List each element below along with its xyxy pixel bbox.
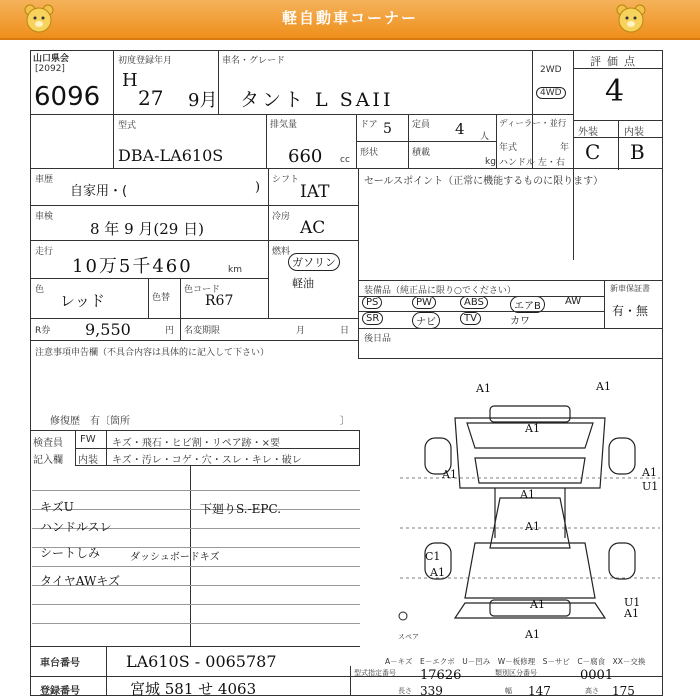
handle-label: ハンドル 左・右 <box>499 158 565 168</box>
category-value: 0001 <box>580 668 614 683</box>
load-label: 積載 <box>412 148 431 158</box>
exterior-value: C <box>585 140 601 164</box>
chassis-label: 車台番号 <box>40 658 80 669</box>
height-value: 175 <box>612 684 635 698</box>
equipment-item: PS <box>362 296 382 309</box>
auction-venue: 山口県会 <box>33 54 70 64</box>
inspection-label: 車検 <box>35 212 54 222</box>
reg-value: 宮城 581 せ 4063 <box>130 680 257 698</box>
damage-mark: A1 <box>442 468 457 481</box>
damage-mark: U1 <box>624 596 641 609</box>
drive-2wd: 2WD <box>540 65 562 75</box>
usage-value: 自家用・( <box>70 184 128 199</box>
warranty-label: 新車保証書 <box>610 284 650 293</box>
damage-mark: A1 <box>430 566 445 579</box>
inspector-note: シートしみ <box>40 546 101 560</box>
shape-label: 形状 <box>360 148 379 158</box>
damage-mark: A1 <box>525 628 540 641</box>
damage-mark: C1 <box>425 550 441 563</box>
bear-mascot-icon <box>614 3 648 35</box>
length-label: 長さ <box>398 687 412 695</box>
name-change-label: 名変期限 <box>184 326 221 336</box>
r-fee-value: 9,550 <box>85 320 131 339</box>
damage-mark: A1 <box>476 382 491 395</box>
repair-close: 〕 <box>340 416 350 427</box>
width-label: 幅 <box>505 687 512 695</box>
note-line <box>32 623 360 624</box>
interior-label: 内装 <box>624 127 644 138</box>
ac-value: AC <box>300 218 326 238</box>
page-title: 軽自動車コーナー <box>281 9 418 27</box>
shift-value: IAT <box>300 182 330 202</box>
header-banner <box>0 0 700 40</box>
chassis-value: LA610S - 0065787 <box>126 652 277 671</box>
first-reg-label: 初度登録年月 <box>118 56 173 66</box>
capacity-value: 4 <box>455 120 465 138</box>
damage-mark: A1 <box>525 520 540 533</box>
r-fee-unit: 円 <box>165 326 175 336</box>
equipment-item: PW <box>412 296 436 309</box>
lower-note: 下廻りS.-EPC. <box>200 502 282 516</box>
inspector-label: 検査員 <box>33 438 63 449</box>
color-label: 色 <box>35 285 45 295</box>
damage-legend: A－キズ E－エクボ U－凹み W－板修理 S－サビ C－腐食 XX－交換 <box>385 657 646 666</box>
name-grade-value: タント L SAII <box>240 89 394 111</box>
note-line <box>32 566 360 567</box>
model-value: DBA-LA610S <box>118 146 224 165</box>
inspector-note: キズU <box>40 500 74 514</box>
equipment-item: TV <box>460 312 481 325</box>
equipment-item: AW <box>565 296 582 307</box>
mileage-label: 走行 <box>35 247 54 257</box>
model-designation-value: 17626 <box>420 668 462 683</box>
ac-label: 冷房 <box>272 212 291 222</box>
warranty-value: 有・無 <box>612 304 649 318</box>
category-label: 類別区分番号 <box>495 669 537 677</box>
doc-code: [2092] <box>35 64 65 74</box>
damage-mark: A1 <box>530 598 545 611</box>
score-label: 評価点 <box>590 55 641 68</box>
damage-mark: A1 <box>624 607 639 620</box>
capacity-unit: 人 <box>480 132 490 142</box>
interior-row-label: 内装 <box>78 455 98 466</box>
equipment-item: エアB <box>510 296 545 313</box>
repair-label: 修復歴 有〔箇所 <box>50 416 130 427</box>
load-unit: kg <box>485 157 496 167</box>
note-line <box>32 509 360 510</box>
color2-label: 色替 <box>152 293 171 303</box>
door-value: 5 <box>383 121 392 137</box>
mileage-value: 10万5千460 <box>72 256 193 277</box>
name-change-day: 日 <box>340 326 350 336</box>
shift-label: シフト <box>272 175 300 185</box>
equipment-item: ナビ <box>412 312 440 329</box>
note-line <box>32 490 360 491</box>
reg-label: 登録番号 <box>40 686 80 697</box>
fw-items: キズ・飛石・ヒビ割・リペア跡・×要 <box>112 438 280 449</box>
selling-points-label: セールスポイント（正常に機能するものに限ります） <box>364 176 604 187</box>
door-label: ドア <box>360 120 378 130</box>
usage-close: ) <box>255 180 261 195</box>
damage-mark: U1 <box>642 480 659 493</box>
notes-label: 後日品 <box>364 334 392 344</box>
inspection-value: 8 年 9 月(29 日) <box>90 220 204 238</box>
model-year-label: 年式 <box>499 143 518 153</box>
fuel-gasoline: ガソリン <box>288 253 340 271</box>
spare-label: スペア <box>398 633 419 641</box>
equipment-item: ABS <box>460 296 488 309</box>
r-fee-label: R券 <box>35 326 51 336</box>
inspector-notes-extra: ダッシュボードキズ <box>130 552 220 563</box>
first-reg-month: 9月 <box>188 90 218 111</box>
fw-label: FW <box>80 434 96 445</box>
inspector-note: タイヤAWキズ <box>40 574 121 588</box>
displacement-unit: cc <box>340 155 350 165</box>
note-line <box>32 604 360 605</box>
mileage-unit: km <box>228 265 242 275</box>
color-code-value: R67 <box>205 293 234 309</box>
model-designation-label: 型式指定番号 <box>354 669 396 677</box>
damage-mark: A1 <box>642 466 657 479</box>
inspector-note: ハンドルスレ <box>40 520 112 534</box>
damage-mark: A1 <box>525 422 540 435</box>
name-change-month: 月 <box>296 326 306 336</box>
usage-label: 車歴 <box>35 175 54 185</box>
fuel-diesel: 軽油 <box>292 277 314 290</box>
equipment-item: カワ <box>510 316 530 327</box>
fuel-label: 燃料 <box>272 247 291 257</box>
first-reg-era: H <box>122 70 138 91</box>
caution-label: 注意事項申告欄（不具合内容は具体的に記入して下さい） <box>35 348 270 358</box>
model-year-unit: 年 <box>560 143 570 153</box>
name-grade-label: 車名・グレード <box>222 56 286 66</box>
first-reg-year: 27 <box>138 86 164 110</box>
remarks-label: 記入欄 <box>33 455 63 466</box>
color-code-label: 色コード <box>184 285 221 295</box>
lot-number: 6096 <box>34 82 101 112</box>
model-label: 型式 <box>118 121 137 131</box>
displacement-value: 660 <box>288 146 323 167</box>
equipment-item: SR <box>362 312 383 325</box>
width-value: 147 <box>528 684 551 698</box>
interior-value: B <box>630 140 645 164</box>
height-label: 高さ <box>585 687 599 695</box>
length-value: 339 <box>420 684 443 698</box>
damage-mark: A1 <box>596 380 611 393</box>
color-value: レッド <box>60 292 105 310</box>
dealer-label: ディーラー・並行 <box>499 119 567 129</box>
capacity-label: 定員 <box>412 120 431 130</box>
displacement-label: 排気量 <box>270 120 298 130</box>
interior-items: キズ・汚レ・コゲ・穴・スレ・キレ・破レ <box>112 455 302 466</box>
damage-mark: A1 <box>520 488 535 501</box>
drive-4wd: 4WD <box>536 87 566 99</box>
exterior-label: 外装 <box>578 127 598 138</box>
score-value: 4 <box>605 74 625 109</box>
equipment-label: 装備品（純正品に限り○でください） <box>364 286 516 296</box>
